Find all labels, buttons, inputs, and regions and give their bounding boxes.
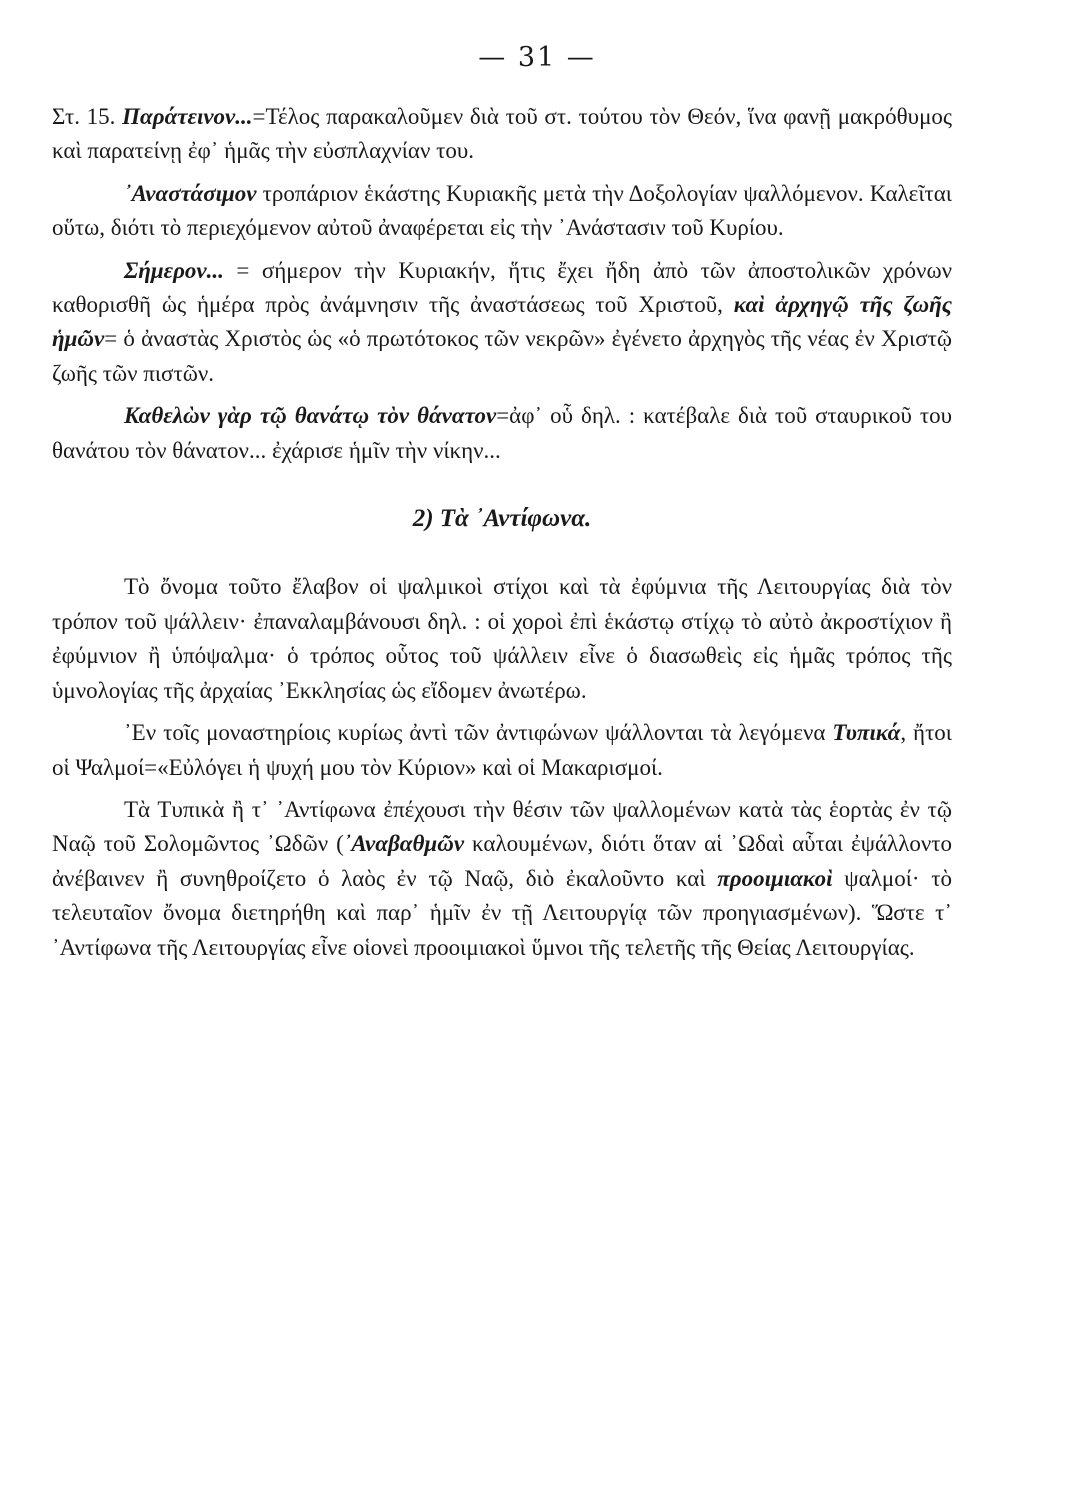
term-kathelon: Καθελὼν γὰρ τῷ θανάτῳ τὸν θάνατον xyxy=(124,403,497,429)
paragraph-text: ᾿Εν τοῖς μοναστηρίοις κυρίως ἀντὶ τῶν ἀντιφώνων ψάλλονται τὰ λεγόμενα xyxy=(124,720,833,746)
page-number: — 31 — xyxy=(478,42,596,73)
paragraph-text: = σήμερον τὴν Κυριακήν, ἥτις ἔχει ἤδη ἀπὸ τῶν ἀποστολικῶν χρόνων καθορισθῆ ὡς ἡμέρα πρὸς ἀνάμνησιν τῆς ἀναστάσεως τοῦ Χριστοῦ, xyxy=(52,257,952,318)
body-text xyxy=(52,100,952,965)
paragraph-text: Τὰ Τυπικὰ ἢ τ᾿ ᾿Αντίφωνα ἐπέχουσι τὴν θέσιν τῶν ψαλλομένων κατὰ τὰς ἑορτὰς ἐν τῷ Ναῷ τοῦ Σολομῶντος ᾿Ωδῶν ( xyxy=(52,796,952,857)
term-typika: Τυπικά xyxy=(832,720,901,746)
term-prooimiakoi: προοιμιακοὶ xyxy=(717,865,833,891)
paragraph-typika xyxy=(52,793,952,965)
term-parateinon: Παράτεινον... xyxy=(122,104,253,129)
paragraph-monasteries xyxy=(52,716,952,785)
paragraph-text: =Τέλος παρακαλοῦμεν διὰ τοῦ στ. τούτου τὸν Θεόν, ἵνα φανῇ μακρόθυμος καὶ παρατείνῃ ἐφ᾿ ἡμᾶς τὴν εὐσπλαχνίαν του. xyxy=(52,104,953,164)
section-heading: 2) Τὰ ᾿Αντίφωνα. xyxy=(412,505,592,533)
term-anastasimon: ᾿Αναστάσιμον xyxy=(124,180,257,206)
paragraph-text: = ὁ ἀναστὰς Χριστὸς ὡς «ὁ πρωτότοκος τῶν νεκρῶν» ἐγένετο ἀρχηγὸς τῆς νέας ἐν Χριστῷ ζωῆς τῶν πιστῶν. xyxy=(52,326,952,386)
term-anavathmon: ᾿Αναβαθμῶν xyxy=(343,831,465,857)
paragraph-kathelon xyxy=(52,399,952,468)
term-simeron: Σήμερον... xyxy=(124,257,224,283)
term-archigo: καὶ ἀρχηγῷ τῆς ζωῆς ἡμῶν xyxy=(52,292,952,352)
paragraph-simeron xyxy=(52,254,952,392)
paragraph-antifona-name: Τὸ ὄνομα τοῦτο ἔλαβον οἱ ψαλμικοὶ στίχοι καὶ τὰ ἐφύμνια τῆς Λειτουργίας διὰ τὸν τρόπον τοῦ ψάλλειν· ἐπαναλαμβάνουσι δηλ. : οἱ χοροὶ ἐπὶ ἑκάστῳ στίχῳ τὸ αὐτὸ ἀκροστίχιον ἢ ἐφύμνιον ἢ ὑπόψαλμα· ὁ τρόπος οὗτος τοῦ ψάλλειν εἶνε ὁ διασωθεὶς εἰς ἡμᾶς τρόπος τῆς ὑμνολογίας τῆς ἀρχαίας ᾿Εκκλησίας ὡς εἴδομεν ἀνωτέρω. xyxy=(52,574,952,703)
paragraph-anastasimon xyxy=(52,177,952,246)
paragraph-parateinon xyxy=(52,100,952,169)
paragraph-text: τροπάριον ἑκάστης Κυριακῆς μετὰ τὴν Δοξολογίαν ψαλλόμενον. Καλεῖται οὕτω, διότι τὸ περιεχόμενον αὐτοῦ ἀναφέρεται εἰς τὴν ᾿Ανάστασιν τοῦ Κυρίου. xyxy=(52,180,952,241)
paragraph-text: , ἤτοι οἱ Ψαλμοί=«Εὐλόγει ἡ ψυχή μου τὸν Κύριον» καὶ οἱ Μακαρισμοί. xyxy=(52,720,952,780)
paragraph-text: =ἀφ᾿ οὗ δηλ. : κατέβαλε διὰ τοῦ σταυρικοῦ του θανάτου τὸν θάνατον... ἐχάρισε ἡμῖν τὴν νίκην... xyxy=(52,403,952,463)
paragraph-text: ψαλμοί· τὸ τελευταῖον ὄνομα διετηρήθη καὶ παρ᾿ ἡμῖν ἐν τῇ Λειτουργίᾳ τῶν προηγιασμένων). Ὥστε τ᾿ ᾿Αντίφωνα τῆς Λειτουργίας εἶνε οἱονεὶ προοιμιακοὶ ὕμνοι τῆς τελετῆς τῆς Θείας Λειτουργίας. xyxy=(52,865,952,960)
verse-ref: Στ. 15. xyxy=(52,104,116,129)
paragraph-text: καλουμένων, διότι ὅταν αἱ ᾿Ωδαὶ αὗται ἐψάλλοντο ἀνέβαινεν ἢ συνηθροίζετο ὁ λαὸς ἐν τῷ Ναῷ, διὸ ἐκαλοῦντο καὶ xyxy=(52,831,952,891)
